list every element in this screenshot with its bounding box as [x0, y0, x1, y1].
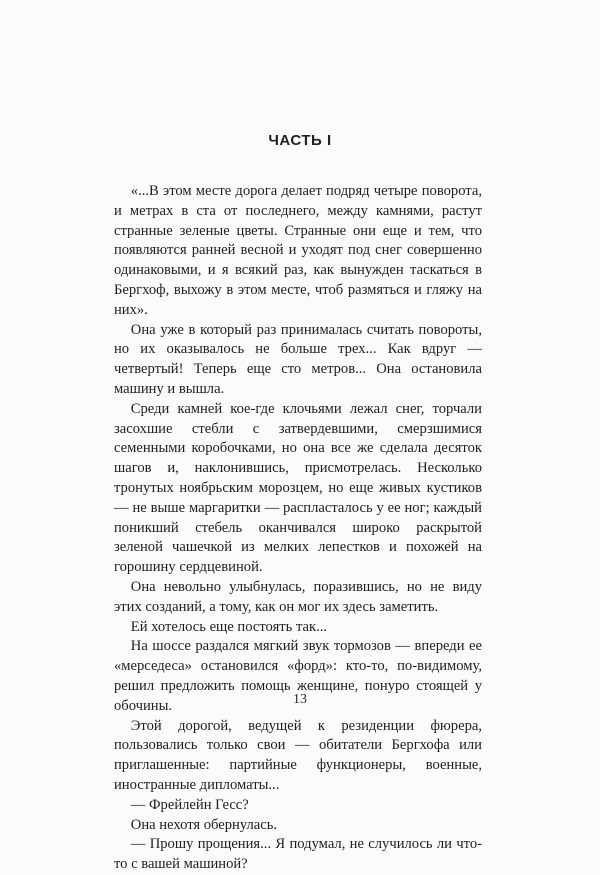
chapter-heading: ЧАСТЬ I [268, 132, 332, 149]
page-number: 13 [293, 692, 307, 707]
paragraph: Среди камней кое-где клочьями лежал снег, торчали засохшие стебли с затвердевшими, смерзшимися семенными коробочками, но она все же сделала десяток шагов и, наклонившись, присмотрелась. Несколько тронутых ноябрьским морозцем, но еще живых кустиков — не выше маргаритки — распласталось у ее ног; каждый поникший стебель оканчивался широко раскрытой зеленой чашечкой из мелких лепестков и похожей на горошину сердцевиной. [114, 400, 482, 576]
paragraph: — Прошу прощения... Я подумал, не случилось ли что-то с вашей машиной? [114, 836, 482, 873]
paragraph: Она невольно улыбнулась, поразившись, но не виду этих созданий, а тому, как он мог их здесь заметить. [114, 578, 482, 615]
paragraph: Она уже в который раз принималась считать повороты, но их оказывалось не больше трех... Как вдруг — четвертый! Теперь еще сто метров... Она остановила машину и вышла. [114, 321, 482, 397]
paragraph: «...В этом месте дорога делает подряд четыре поворота, и метрах в ста от последнего, между камнями, растут странные зеленые цветы. Странные они еще и тем, что появляются ранней весной и уходят под снег совершенно одинаковыми, и я всякий раз, как вынужден таскаться в Бергхоф, выхожу в этом месте, чтоб размяться и гляжу на них». [114, 183, 482, 318]
paragraph: Этой дорогой, ведущей к резиденции фюрера, пользовались только свои — обитатели Бергхофа или приглашенные: партийные функционеры, военные, иностранные дипломаты... [114, 717, 482, 793]
paragraph: Она нехотя обернулась. [130, 816, 278, 833]
paragraph: — Фрейлейн Гесс? [130, 796, 249, 813]
paragraph: На шоссе раздался мягкий звук тормозов — впереди ее «мерседеса» остановился «форд»: кто-то, по-видимому, решил предложить помощь женщине, понуро стоящей у обочины. [114, 638, 482, 714]
paragraph: Ей хотелось еще постоять так... [130, 618, 328, 635]
body-text [114, 182, 482, 875]
